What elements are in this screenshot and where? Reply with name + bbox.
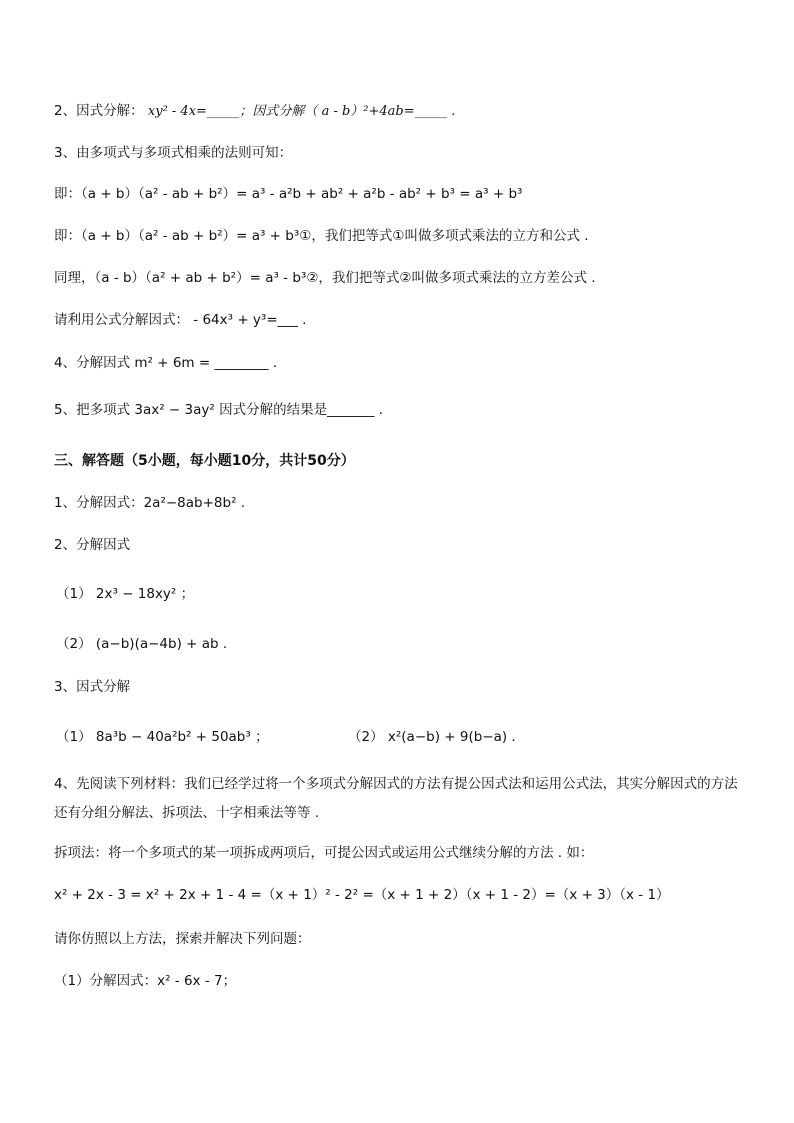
section-3-heading: 三、解答题（5小题，每小题10分，共计50分） [54, 453, 355, 469]
problem-4-prompt: 请你仿照以上方法，探索并解决下列问题： [54, 931, 311, 947]
question-2-expression: xy² - 4x=_____；因式分解（ a - b）²+4ab=_____ . [147, 104, 456, 119]
problem-3-sub-1: （1） 8a³b − 40a²b² + 50ab³ ； [56, 729, 269, 745]
question-3-line-2: 即：（a + b）（a² - ab + b²）= a³ + b³①，我们把等式①叫做多项式乘法的立方和公式 . [54, 228, 589, 244]
problem-3-title: 3、因式分解 [54, 679, 131, 695]
question-3-line-1: 即：（a + b）（a² - ab + b²）= a³ - a²b + ab² + a²b - ab² + b³ = a³ + b³ [54, 186, 523, 202]
problem-4-method: 拆项法：将一个多项式的某一项拆成两项后，可提公因式或运用公式继续分解的方法 . 如： [54, 845, 594, 861]
problem-1: 1、分解因式：2a²−8ab+8b² . [54, 495, 246, 511]
problem-4-example: x² + 2x - 3 = x² + 2x + 1 - 4 =（x + 1）² - 2² =（x + 1 + 2）（x + 1 - 2）=（x + 3）（x - 1） [54, 887, 670, 903]
question-3-line-4: 请利用公式分解因式： - 64x³ + y³=___ . [54, 312, 307, 328]
question-5: 5、把多项式 3ax² − 3ay² 因式分解的结果是_______ . [54, 402, 383, 418]
question-3-line-3: 同理，（a - b）（a² + ab + b²）= a³ - b³②，我们把等式②叫做多项式乘法的立方差公式 . [54, 270, 596, 286]
question-4: 4、分解因式 m² + 6m = ________ . [54, 355, 278, 371]
question-3-intro: 3、由多项式与多项式相乘的法则可知： [54, 145, 293, 161]
problem-2-sub-2: （2） (a−b)(a−4b) + ab . [56, 636, 228, 652]
problem-2-title: 2、分解因式 [54, 537, 131, 553]
question-2 [54, 101, 455, 122]
problem-2-sub-1: （1） 2x³ − 18xy² ； [56, 586, 195, 602]
problem-4-sub-1: （1）分解因式：x² - 6x - 7； [54, 973, 237, 989]
problem-3-sub-2: （2） x²(a−b) + 9(b−a) . [348, 729, 516, 745]
question-2-label: 2、因式分解： [54, 103, 144, 119]
problem-3-subparts [56, 727, 516, 747]
problem-4-intro: 4、先阅读下列材料：我们已经学过将一个多项式分解因式的方法有提公因式法和运用公式法，其实分解因式的方法还有分组分解法、拆项法、十字相乘法等等 . [54, 776, 738, 821]
